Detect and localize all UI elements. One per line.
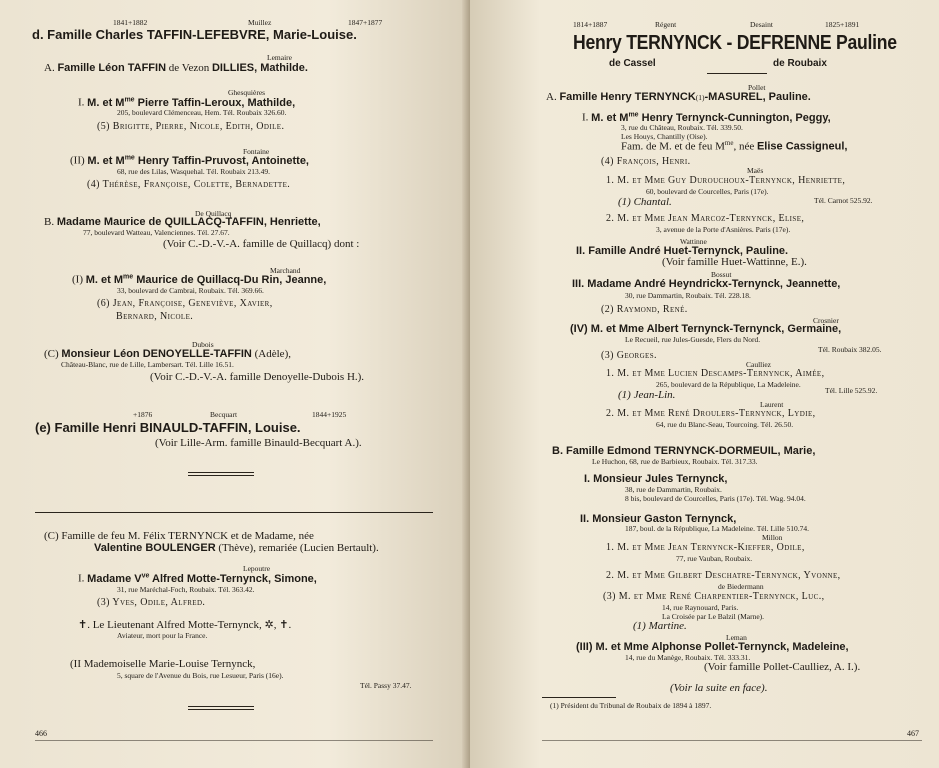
maiden-name: Lepoutre: [243, 564, 271, 573]
address: 38, rue de Dammartin, Roubaix.: [625, 485, 722, 494]
children: (2) Raymond, René.: [601, 304, 688, 315]
separator: [542, 740, 922, 741]
maiden-name: Millon: [762, 533, 783, 542]
family-entry: 2. M. et Mme Jean Marcoz-Ternynck, Elise,: [606, 213, 805, 224]
address: 8 bis, boulevard de Courcelles, Paris (17e). Tél. Wag. 94.04.: [625, 494, 806, 503]
family-entry: (IV) M. et Mme Albert Ternynck-Ternynck, Germaine,: [570, 323, 842, 335]
right-page: [470, 0, 939, 768]
maiden-name: Pollet: [748, 83, 766, 92]
voir-reference: (Voir famille Pollet-Caulliez, A. I.).: [704, 661, 861, 673]
years: 1814+1887: [573, 20, 608, 29]
family-entry: 2. M. et Mme Gilbert Deschatre-Ternynck, Yvonne,: [606, 570, 841, 581]
maiden-name: Becquart: [210, 410, 238, 419]
address: 205, boulevard Clémenceau, Hem. Tél. Roubaix 326.60.: [117, 108, 287, 117]
telephone: Tél. Lille 525.92.: [825, 386, 878, 395]
address: 265, boulevard de la République, La Madeleine.: [656, 380, 801, 389]
family-entry: Valentine BOULENGER (Thève), remariée (Lucien Bertault).: [94, 542, 379, 554]
family-entry: 1. M. et Mme Jean Ternynck-Kieffer, Odile,: [606, 542, 805, 553]
origin: de Cassel: [609, 58, 656, 69]
children: (1) Martine.: [633, 620, 687, 632]
voir-reference: (Voir famille Huet-Wattinne, E.).: [662, 256, 807, 268]
address: 14, rue du Manège, Roubaix. Tél. 333.31.: [625, 653, 751, 662]
maiden-name: De Quillacq: [195, 209, 232, 218]
maiden-name: Dubois: [192, 340, 214, 349]
family-entry: 2. M. et Mme René Droulers-Ternynck, Lydie,: [606, 408, 816, 419]
family-heading: (e) Famille Henri BINAULD-TAFFIN, Louise.: [35, 420, 301, 435]
address: 3, rue du Château, Roubaix. Tél. 339.50.: [621, 123, 743, 132]
family-entry: A. Famille Léon TAFFIN de Vezon DILLIES, Mathilde.: [44, 62, 308, 74]
address: 31, rue Maréchal-Foch, Roubaix. Tél. 363.42.: [117, 585, 255, 594]
children: (3) Georges.: [601, 350, 657, 361]
address: 77, boulevard Watteau, Valenciennes. Tél. 27.67.: [83, 228, 230, 237]
page-number: 466: [35, 729, 47, 738]
address: 60, boulevard de Courcelles, Paris (17e).: [646, 187, 769, 196]
maiden-name: Fontaine: [243, 147, 270, 156]
telephone: Tél. Roubaix 382.05.: [818, 345, 882, 354]
footnote-rule: [542, 697, 616, 698]
separator: [188, 472, 254, 476]
family-entry: (II) M. et $M^{me}$ Henry Taffin-Pruvost, Antoinette,: [70, 154, 309, 167]
address: La Croisée par Le Balzil (Marne).: [662, 612, 765, 621]
address: Le Huchon, 68, rue de Barbieux, Roubaix. Tél. 317.33.: [592, 457, 758, 466]
address: 3, avenue de la Porte d'Asnières. Paris (17e).: [656, 225, 791, 234]
years: 1825+1891: [825, 20, 860, 29]
separator: [35, 740, 433, 741]
maiden-name: Caulliez: [746, 360, 771, 369]
separator: [35, 512, 433, 513]
family-entry: (III) M. et Mme Alphonse Pollet-Ternynck, Madeleine,: [576, 641, 849, 653]
years: 1841+1882: [113, 18, 148, 27]
children: (6) Jean, Françoise, Geneviève, Xavier,: [97, 298, 273, 309]
family-entry: I. Monsieur Jules Ternynck,: [584, 473, 728, 485]
family-entry: II. Monsieur Gaston Ternynck,: [580, 513, 737, 525]
children: (1) Jean-Lin.: [618, 389, 676, 401]
maiden-name: Desaint: [750, 20, 773, 29]
children: (1) Chantal.: [618, 196, 672, 208]
voir-reference: (Voir C.-D.-V.-A. famille Denoyelle-Dubois H.).: [150, 371, 365, 383]
family-entry: B. Famille Edmond TERNYNCK-DORMEUIL, Marie,: [552, 445, 816, 457]
years: 1847+1877: [348, 18, 383, 27]
children: (4) François, Henri.: [601, 156, 691, 167]
years: +1876: [133, 410, 153, 419]
maiden-name: Ghesquières: [228, 88, 266, 97]
family-heading: d. Famille Charles TAFFIN-LEFEBVRE, Marie-Louise.: [32, 27, 357, 42]
children: (5) Brigitte, Pierre, Nicole, Edith, Odile.: [97, 121, 285, 132]
address: Aviateur, mort pour la France.: [117, 631, 208, 640]
separator: [707, 73, 767, 74]
children: Bernard, Nicole.: [116, 311, 194, 322]
continuation-note: (Voir la suite en face).: [670, 682, 768, 694]
family-note: Fam. de M. et de feu $M^{me}$, née Elise Cassigneul,: [621, 139, 848, 153]
telephone: Tél. Passy 37.47.: [360, 681, 412, 690]
page-title: Henry TERNYNCK - DEFRENNE Pauline: [573, 32, 897, 54]
address: 14, rue Raynouard, Paris.: [662, 603, 739, 612]
family-entry: A. Famille Henry TERNYNCK(1)-MASUREL, Pauline.: [546, 91, 811, 103]
address: 30, rue Dammartin, Roubaix. Tél. 228.18.: [625, 291, 751, 300]
family-entry: I. M. et $M^{me}$ Pierre Taffin-Leroux, Mathilde,: [78, 96, 296, 109]
address: Les Houys, Chantilly (Oise).: [621, 132, 708, 141]
voir-reference: (Voir C.-D.-V.-A. famille de Quillacq) dont :: [163, 238, 360, 250]
voir-reference: (Voir Lille-Arm. famille Binauld-Becquart A.).: [155, 437, 362, 449]
separator: [188, 706, 254, 710]
family-entry: (3) M. et Mme René Charpentier-Ternynck, Luc.,: [603, 591, 825, 602]
family-entry: (II Mademoiselle Marie-Louise Ternynck,: [70, 658, 256, 670]
family-entry: B. Madame Maurice de QUILLACQ-TAFFIN, Henriette,: [44, 216, 321, 228]
family-entry: II. Famille André Huet-Ternynck, Pauline.: [576, 245, 789, 257]
family-entry: (C) Monsieur Léon DENOYELLE-TAFFIN (Adèle),: [44, 348, 291, 360]
family-entry: III. Madame André Heyndrickx-Ternynck, Jeannette,: [572, 278, 841, 290]
family-entry: I. M. et $M^{me}$ Henry Ternynck-Cunnington, Peggy,: [582, 111, 831, 124]
address: 33, boulevard de Cambrai, Roubaix. Tél. 369.66.: [117, 286, 264, 295]
address: 77, rue Vauban, Roubaix.: [676, 554, 753, 563]
maiden-name: Leman: [726, 633, 747, 642]
maiden-name: Wattinne: [680, 237, 707, 246]
maiden-name: Marchand: [270, 266, 301, 275]
address: Le Recueil, rue Jules-Guesde, Flers du Nord.: [625, 335, 761, 344]
address: 64, rue du Blanc-Seau, Tourcoing. Tél. 26.50.: [656, 420, 794, 429]
address: Château-Blanc, rue de Lille, Lambersart. Tél. Lille 16.51.: [61, 360, 234, 369]
family-entry: 1. M. et Mme Lucien Descamps-Ternynck, Aimée,: [606, 368, 825, 379]
maiden-name: Muillez: [248, 18, 272, 27]
family-entry: 1. M. et Mme Guy Durouchoux-Ternynck, Henriette,: [606, 175, 846, 186]
maiden-name: Laurent: [760, 400, 784, 409]
family-entry: (C) Famille de feu M. Félix TERNYNCK et de Madame, née: [44, 530, 314, 542]
maiden-name: Maës: [747, 166, 764, 175]
family-entry: I. Madame $V^{ve}$ Alfred Motte-Ternynck, Simone,: [78, 572, 317, 585]
years: 1844+1925: [312, 410, 347, 419]
maiden-name: Lemaire: [267, 53, 292, 62]
memorial-entry: ✝. Le Lieutenant Alfred Motte-Ternynck, ✲, ✝.: [78, 619, 292, 631]
children: (4) Thérèse, Françoise, Colette, Bernadette.: [87, 179, 291, 190]
maiden-name: Bossut: [711, 270, 732, 279]
title-regent: Régent: [655, 20, 677, 29]
origin: de Roubaix: [773, 58, 827, 69]
maiden-name: de Biedermann: [718, 582, 764, 591]
address: 187, boul. de la République, La Madeleine. Tél. Lille 510.74.: [625, 524, 809, 533]
address: 5, square de l'Avenue du Bois, rue Lesueur, Paris (16e).: [117, 671, 284, 680]
address: 68, rue des Lilas, Wasquehal. Tél. Roubaix 213.49.: [117, 167, 271, 176]
page-number: 467: [907, 729, 919, 738]
children: (3) Yves, Odile, Alfred.: [97, 597, 206, 608]
family-entry: (I) M. et $M^{me}$ Maurice de Quillacq-Du Rin, Jeanne,: [72, 273, 327, 286]
maiden-name: Crosnier: [813, 316, 839, 325]
footnote: (1) Président du Tribunal de Roubaix de 1894 à 1897.: [550, 701, 712, 710]
telephone: Tél. Carnot 525.92.: [814, 196, 873, 205]
